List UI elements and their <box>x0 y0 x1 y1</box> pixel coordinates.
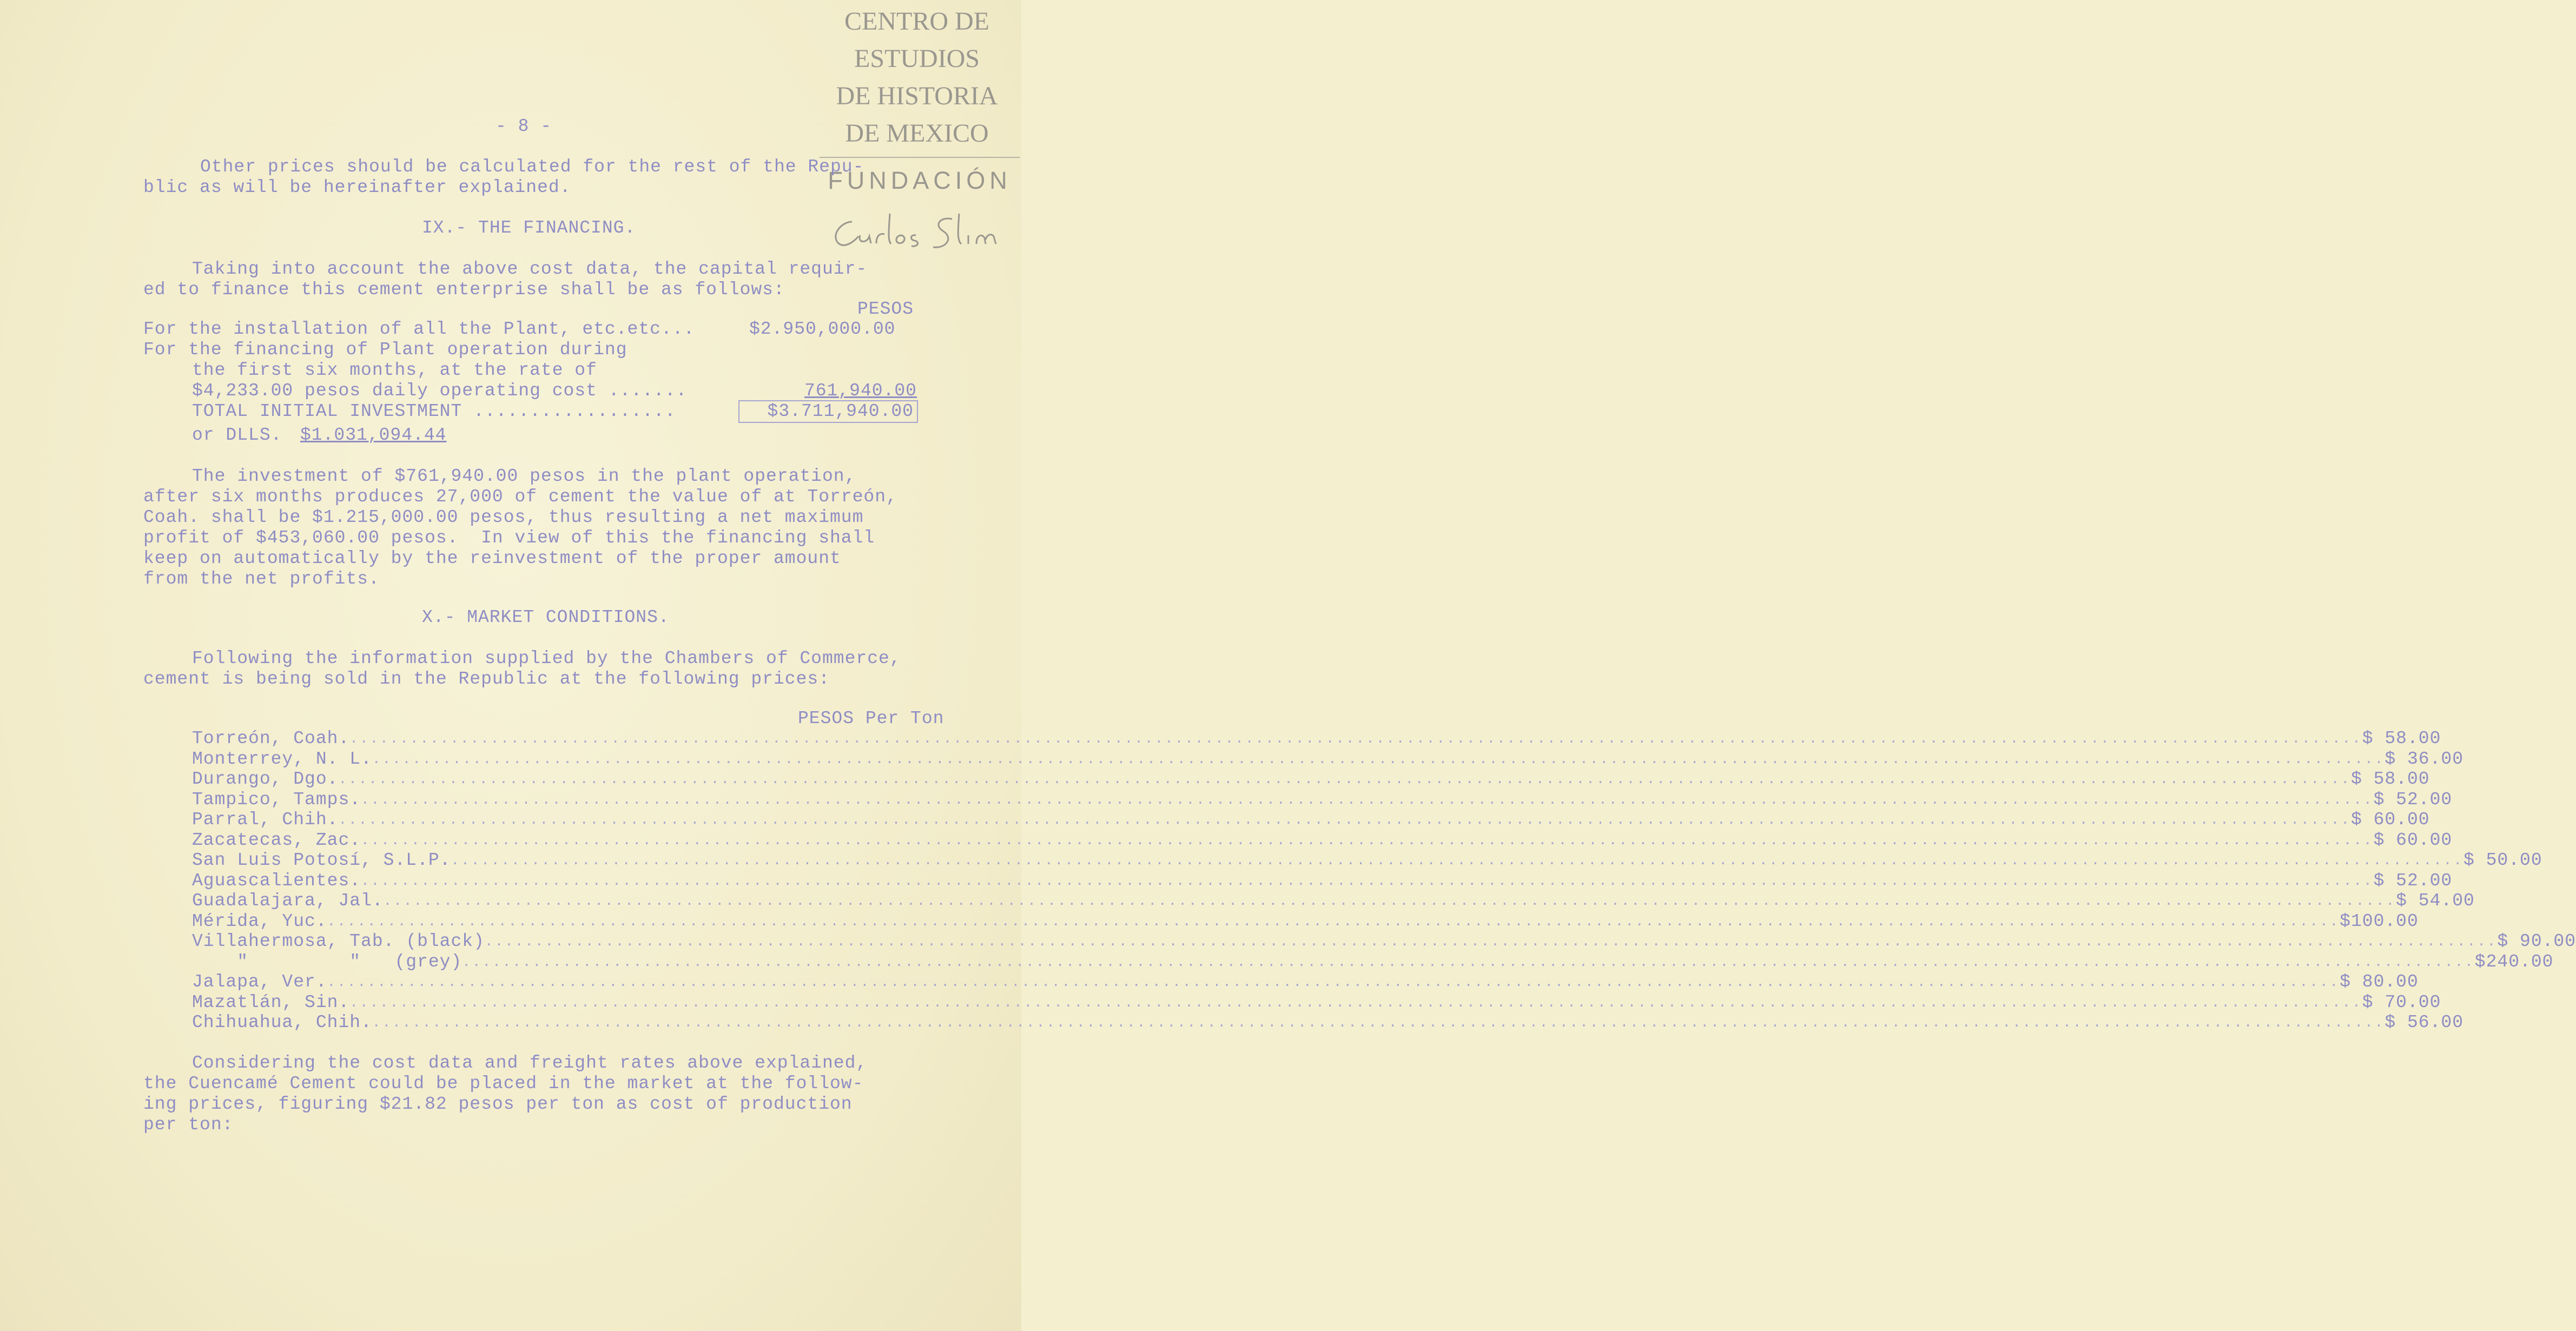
price-row <box>192 951 2554 972</box>
price-row-place: Mazatlán, Sin. <box>192 992 350 1012</box>
price-row-place: Zacatecas, Zac. <box>192 830 361 850</box>
dot-leader: ........................................................................................................................................................................................................ <box>361 832 2374 849</box>
price-row-place: " " (grey) <box>192 951 463 972</box>
paragraph-line: from the net profits. <box>143 569 380 589</box>
price-row-value: $ 58.00 <box>2350 769 2430 789</box>
dot-leader: ........................................................................................................................................................................................................ <box>372 1015 2385 1031</box>
financing-row-label: For the financing of Plant operation during <box>143 340 628 360</box>
price-row <box>192 830 2453 851</box>
price-row-place: Villahermosa, Tab. (black) <box>192 931 485 951</box>
price-row-value: $ 80.00 <box>2340 972 2419 992</box>
price-row-place: San Luis Potosí, S.L.P. <box>192 850 451 870</box>
paragraph-line: after six months produces 27,000 of cement the value of at Torreón, <box>143 487 897 507</box>
price-row-place: Monterrey, N. L. <box>192 749 372 769</box>
financing-row-label: For the installation of all the Plant, etc.etc... <box>143 319 695 339</box>
total-investment-label: TOTAL INITIAL INVESTMENT .................. <box>192 401 676 421</box>
total-investment-value: $3.711,940.00 <box>738 400 918 423</box>
price-row <box>192 810 2430 830</box>
watermark-line: CENTRO DE <box>844 7 989 36</box>
price-row-place: Parral, Chih. <box>192 810 339 830</box>
price-row <box>192 931 2576 952</box>
financing-row-value: 761,940.00 <box>804 381 917 401</box>
price-row <box>192 992 2441 1013</box>
price-row <box>192 769 2430 790</box>
dot-leader: ........................................................................................................................................................................................................ <box>372 751 2385 767</box>
paragraph-line: profit of $453,060.00 pesos. In view of this the financing shall <box>143 528 875 548</box>
signature-logo <box>820 197 1020 257</box>
price-row <box>192 870 2453 891</box>
price-row-value: $ 52.00 <box>2373 870 2453 891</box>
paragraph-line: ing prices, figuring $21.82 pesos per ton as cost of production <box>143 1094 853 1114</box>
dot-leader: ........................................................................................................................................................................................................ <box>349 994 2362 1011</box>
dot-leader: ........................................................................................................................................................................................................ <box>338 812 2351 828</box>
price-row-place: Jalapa, Ver. <box>192 972 327 992</box>
price-row <box>192 972 2419 992</box>
dot-leader: ........................................................................................................................................................................................................ <box>327 913 2340 930</box>
price-row-value: $ 52.00 <box>2373 789 2453 810</box>
pesos-column-header: PESOS <box>857 299 914 319</box>
price-row-place: Torreón, Coah. <box>192 729 350 749</box>
price-row <box>192 850 2542 871</box>
price-row-value: $ 54.00 <box>2396 891 2475 911</box>
dot-leader: ........................................................................................................................................................................................................ <box>361 872 2374 889</box>
watermark-line: DE HISTORIA <box>836 82 998 110</box>
dot-leader: ........................................................................................................................................................................................................ <box>338 771 2351 787</box>
dlls-value: $1.031,094.44 <box>300 425 447 445</box>
watermark-fundacion: FUNDACIÓN <box>828 167 1012 194</box>
financing-row-label: the first six months, at the rate of <box>192 360 597 380</box>
intro-line: blic as will be hereinafter explained. <box>143 177 571 197</box>
price-row-place: Mérida, Yuc. <box>192 911 327 931</box>
dlls-label: or DLLS. <box>192 425 282 445</box>
paragraph-line: keep on automatically by the reinvestment of the proper amount <box>143 548 841 568</box>
financing-row-label: $4,233.00 pesos daily operating cost ....... <box>192 381 688 401</box>
paragraph-line: Taking into account the above cost data, the capital requir- <box>192 259 868 279</box>
dot-leader: ........................................................................................................................................................................................................ <box>383 893 2396 909</box>
price-row-value: $ 60.00 <box>2350 810 2430 830</box>
price-row-place: Durango, Dgo. <box>192 769 339 789</box>
paragraph-line: Following the information supplied by the Chambers of Commerce, <box>192 648 901 668</box>
price-row-place: Tampico, Tamps. <box>192 789 361 810</box>
paragraph-line: Coah. shall be $1.215,000.00 pesos, thus resulting a net maximum <box>143 507 864 527</box>
financing-row-value: $2.950,000.00 <box>749 319 896 339</box>
dot-leader: ........................................................................................................................................................................................................ <box>451 852 2463 869</box>
price-row-place: Guadalajara, Jal. <box>192 891 384 911</box>
page-number: - 8 - <box>496 116 552 136</box>
price-row-value: $ 58.00 <box>2362 729 2441 749</box>
price-row-value: $ 70.00 <box>2362 992 2441 1012</box>
paragraph-line: cement is being sold in the Republic at the following prices: <box>143 669 830 689</box>
dot-leader: ........................................................................................................................................................................................................ <box>349 731 2362 747</box>
watermark-line: DE MEXICO <box>845 119 989 148</box>
paragraph-line: the Cuencamé Cement could be placed in the market at the follow- <box>143 1074 864 1094</box>
price-row <box>192 749 2463 770</box>
price-row <box>192 729 2441 749</box>
price-row-value: $100.00 <box>2340 911 2419 931</box>
price-row-value: $ 50.00 <box>2463 850 2542 870</box>
price-row-value: $ 56.00 <box>2385 1012 2463 1032</box>
section-heading-market: X.- MARKET CONDITIONS. <box>422 607 670 627</box>
paragraph-line: The investment of $761,940.00 pesos in the plant operation, <box>192 466 856 486</box>
dot-leader: ........................................................................................................................................................................................................ <box>484 933 2498 950</box>
dot-leader: ........................................................................................................................................................................................................ <box>327 974 2340 990</box>
price-row <box>192 891 2475 911</box>
price-column-header: PESOS Per Ton <box>798 708 944 729</box>
price-row <box>192 789 2453 810</box>
paragraph-line: Considering the cost data and freight rates above explained, <box>192 1053 868 1073</box>
price-row-value: $ 60.00 <box>2373 830 2453 850</box>
price-row-value: $ 90.00 <box>2497 931 2576 951</box>
price-row-value: $240.00 <box>2474 951 2554 972</box>
section-heading-financing: IX.- THE FINANCING. <box>422 218 636 238</box>
price-row <box>192 1012 2463 1033</box>
price-row-place: Aguascalientes. <box>192 870 361 891</box>
paragraph-line: per ton: <box>143 1115 234 1135</box>
intro-line: Other prices should be calculated for the rest of the Repu- <box>200 157 864 177</box>
dot-leader: ........................................................................................................................................................................................................ <box>462 953 2475 970</box>
price-row-value: $ 36.00 <box>2385 749 2463 769</box>
price-row-place: Chihuahua, Chih. <box>192 1012 372 1032</box>
dot-leader: ........................................................................................................................................................................................................ <box>361 791 2374 808</box>
price-row <box>192 911 2419 932</box>
archive-watermark <box>814 3 1020 152</box>
paragraph-line: ed to finance this cement enterprise shall be as follows: <box>143 280 785 300</box>
watermark-line: ESTUDIOS <box>854 44 980 73</box>
